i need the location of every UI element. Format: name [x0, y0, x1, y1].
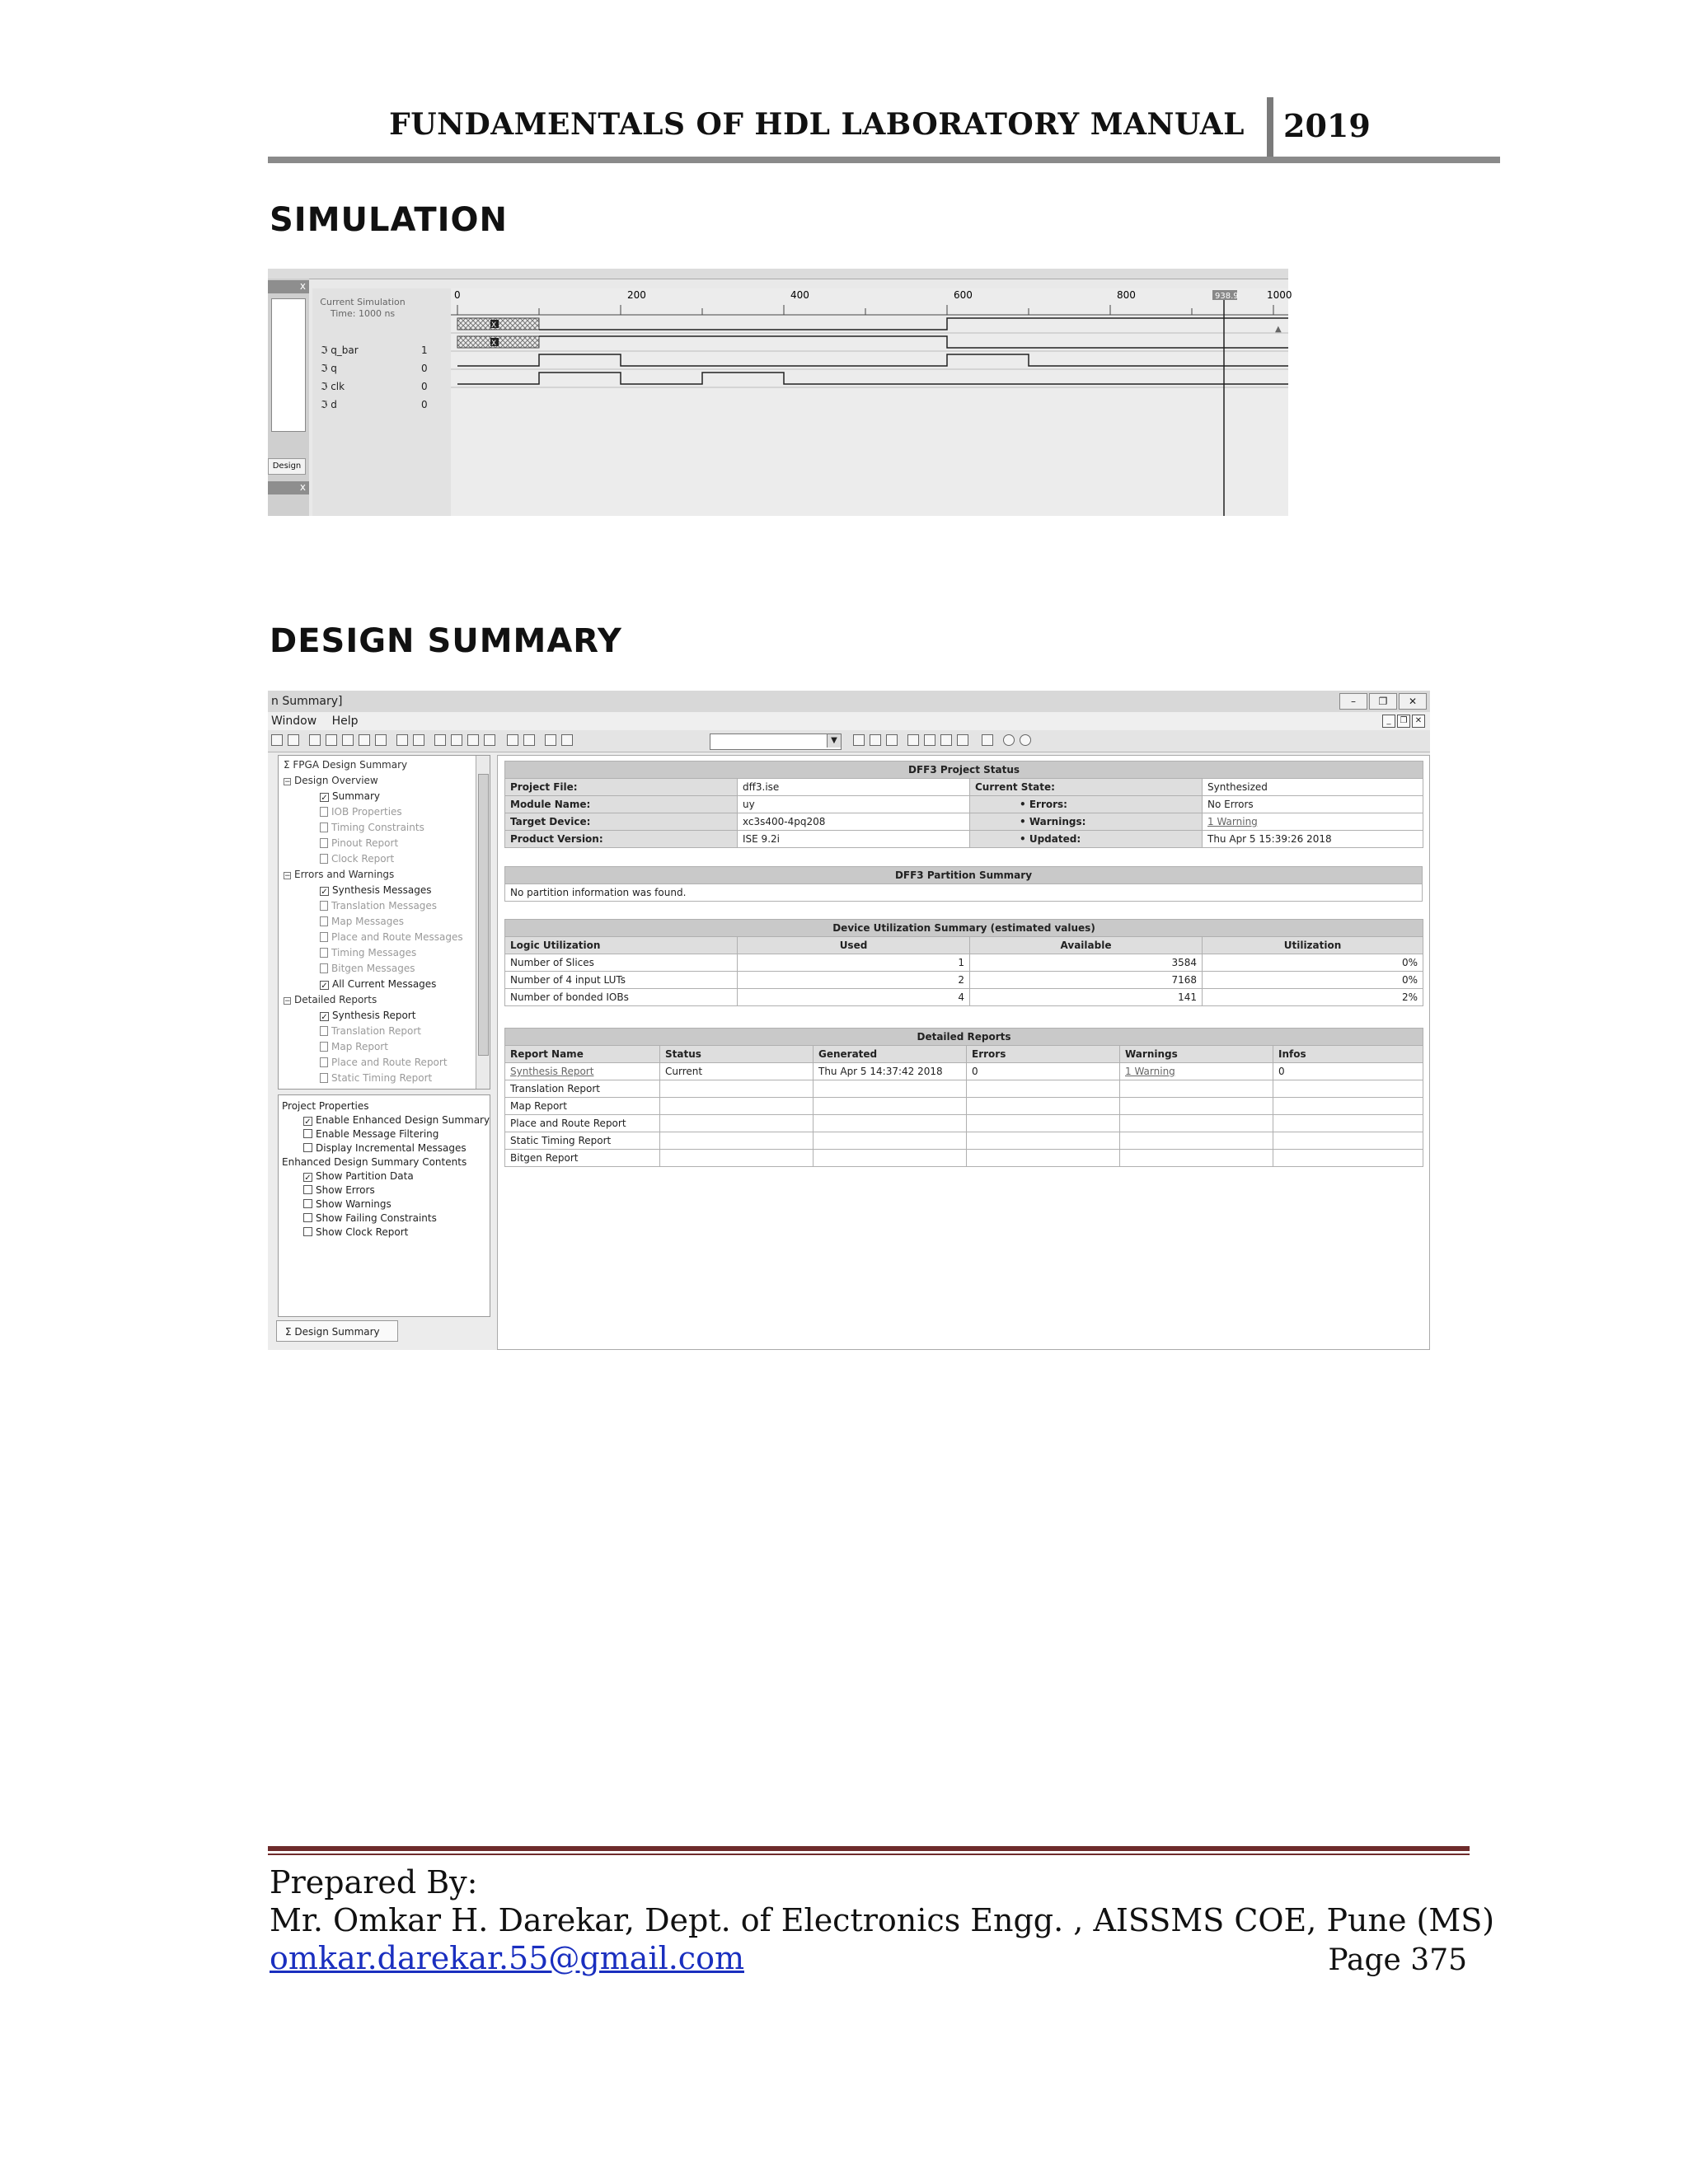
- menu-help[interactable]: Help: [331, 715, 359, 728]
- signal-value: 0: [421, 381, 428, 392]
- zoom-out-icon[interactable]: [326, 734, 337, 746]
- checked-doc-icon: ✓: [321, 794, 328, 803]
- cursor-label: 938.9: [1215, 292, 1239, 301]
- restore-icon[interactable]: ❐: [1369, 693, 1397, 710]
- signal-icon: ℑ: [321, 363, 331, 374]
- table-row: Number of bonded IOBs 4 141 2%: [505, 989, 1423, 1006]
- cell-value: uy: [738, 796, 970, 813]
- page-header: [268, 97, 1500, 162]
- wave-q: [457, 336, 1288, 348]
- detailed-reports-table: [504, 1028, 1423, 1167]
- window-title-bar: [268, 691, 1430, 712]
- synthesis-report-link[interactable]: Synthesis Report: [505, 1063, 660, 1080]
- unknown-marker: X: [491, 340, 497, 348]
- tree-item-iob-properties[interactable]: IOB Properties: [320, 806, 402, 818]
- tree-item-synthesis-report[interactable]: ✓ Synthesis Report: [321, 1010, 416, 1022]
- tick-label: 1000: [1267, 289, 1292, 301]
- tick-label: 600: [954, 289, 973, 301]
- tick-label: 400: [790, 289, 809, 301]
- table-row: Bitgen Report: [505, 1150, 1423, 1167]
- checkbox: [303, 1199, 312, 1208]
- checkbox: [303, 1185, 312, 1194]
- utilization-table: [504, 919, 1423, 1006]
- signal-value: 0: [421, 399, 428, 410]
- tree-item-pinout-report[interactable]: Pinout Report: [320, 837, 398, 849]
- prop-incremental-messages[interactable]: Display Incremental Messages: [303, 1142, 467, 1154]
- doc-icon: [320, 1073, 328, 1083]
- project-status-caption: DFF3 Project Status: [505, 762, 1423, 779]
- doc-icon: [320, 823, 328, 832]
- table-row: Number of 4 input LUTs 2 7168 0%: [505, 972, 1423, 989]
- prop-enable-enhanced[interactable]: ✓ Enable Enhanced Design Summary: [304, 1114, 490, 1127]
- manual-title: FUNDAMENTALS OF HDL LABORATORY MANUAL: [389, 107, 1245, 142]
- window-title: n Summary]: [271, 695, 343, 708]
- toolbar-icon[interactable]: [870, 734, 881, 746]
- toolbar-icon[interactable]: [271, 734, 283, 746]
- scroll-thumb[interactable]: [478, 774, 489, 1056]
- table-row: [505, 813, 1423, 831]
- signal-name-q-bar[interactable]: ℑ q_bar: [321, 344, 359, 356]
- toolbar-icon[interactable]: [886, 734, 898, 746]
- lightbulb-icon[interactable]: [982, 734, 993, 746]
- tree-item-all-current-messages[interactable]: ✓ All Current Messages: [321, 978, 437, 991]
- col-header: Used: [738, 937, 970, 954]
- footer-rule: [268, 1846, 1470, 1851]
- partition-table: [504, 866, 1423, 902]
- cell-label: Product Version:: [505, 831, 738, 848]
- toolbar-icon[interactable]: [396, 734, 408, 746]
- checkbox: [303, 1143, 312, 1152]
- sigma-icon: Σ: [284, 759, 293, 771]
- warning-link[interactable]: 1 Warning: [1120, 1063, 1273, 1080]
- col-header: Report Name: [505, 1046, 660, 1063]
- signal-value-column: [413, 288, 452, 516]
- sim-sources-box: [271, 298, 306, 432]
- zoom-in-icon[interactable]: [309, 734, 321, 746]
- find-icon[interactable]: [545, 734, 556, 746]
- wrench-icon[interactable]: [507, 734, 518, 746]
- tree-root[interactable]: Σ FPGA Design Summary: [284, 759, 408, 771]
- cell-label: Project File:: [505, 779, 738, 796]
- toolbar: [268, 730, 1430, 752]
- design-summary-tab[interactable]: Σ Design Summary: [276, 1320, 398, 1342]
- prop-enable-filtering[interactable]: Enable Message Filtering: [303, 1128, 438, 1140]
- toolbar-icon[interactable]: [434, 734, 446, 746]
- header-rule: [268, 157, 1500, 163]
- tree-item-translation-report[interactable]: Translation Report: [320, 1025, 421, 1037]
- checkbox-checked: ✓: [304, 1174, 312, 1183]
- checked-doc-icon: ✓: [321, 982, 328, 991]
- signal-name-column: [312, 288, 414, 516]
- left-panel: [278, 755, 490, 1317]
- tree-item-synthesis-messages[interactable]: ✓ Synthesis Messages: [321, 884, 432, 897]
- scroll-up-icon[interactable]: ▲: [1275, 325, 1282, 334]
- signal-value: 1: [421, 344, 428, 356]
- table-row: [505, 796, 1423, 813]
- doc-icon: [320, 963, 328, 973]
- minimize-icon[interactable]: –: [1339, 693, 1367, 710]
- sim-design-tab[interactable]: Design: [268, 458, 306, 475]
- table-row: Number of Slices 1 3584 0%: [505, 954, 1423, 972]
- cell-value: Thu Apr 5 15:39:26 2018: [1203, 831, 1423, 848]
- waveform-svg: [451, 288, 1292, 516]
- summary-tree: [278, 755, 490, 1090]
- tick-label: 200: [627, 289, 646, 301]
- toolbar-icon[interactable]: [957, 734, 968, 746]
- cell-value: Synthesized: [1203, 779, 1423, 796]
- toolbar-icon[interactable]: [451, 734, 462, 746]
- signal-name-d[interactable]: ℑ d: [321, 399, 337, 410]
- toolbar-icon[interactable]: [359, 734, 370, 746]
- cell-value: ISE 9.2i: [738, 831, 970, 848]
- email-link[interactable]: omkar.darekar.55@gmail.com: [270, 1940, 744, 1976]
- author-line: Mr. Omkar H. Darekar, Dept. of Electronics Engg. , AISSMS COE, Pune (MS): [270, 1902, 1495, 1938]
- tree-group-detailed-reports[interactable]: − Detailed Reports: [284, 994, 377, 1005]
- checkbox-checked: ✓: [304, 1118, 312, 1127]
- tree-item-par-report[interactable]: Place and Route Report: [320, 1057, 448, 1068]
- wave-d: [457, 373, 1288, 384]
- toolbar-icon[interactable]: [484, 734, 495, 746]
- tree-item-map-messages[interactable]: Map Messages: [320, 916, 404, 927]
- tick-label: 0: [454, 289, 461, 301]
- tree-group-design-overview[interactable]: − Design Overview: [284, 775, 378, 786]
- table-row: Translation Report: [505, 1080, 1423, 1098]
- toolbar-icon[interactable]: [853, 734, 865, 746]
- project-properties-heading: Project Properties: [282, 1100, 369, 1112]
- checked-doc-icon: ✓: [321, 888, 328, 897]
- sim-close-icon[interactable]: x: [268, 280, 309, 293]
- col-header: Generated: [814, 1046, 967, 1063]
- sim-left-pane: [268, 279, 309, 516]
- tree-item-bitgen-messages[interactable]: Bitgen Messages: [320, 963, 415, 974]
- table-row: [505, 831, 1423, 848]
- checkbox: [303, 1213, 312, 1222]
- collapse-icon: −: [284, 778, 291, 786]
- toolbar-icon[interactable]: [467, 734, 479, 746]
- menu-bar: [268, 712, 1430, 730]
- doc-icon: [320, 948, 328, 958]
- current-sim-time: [312, 297, 413, 320]
- close-icon[interactable]: ✕: [1399, 693, 1427, 710]
- tree-item-timing-constraints[interactable]: Timing Constraints: [320, 822, 424, 833]
- properties-panel: [278, 1094, 490, 1317]
- tree-item-timing-messages[interactable]: Timing Messages: [320, 947, 416, 958]
- toolbar-icon[interactable]: [940, 734, 952, 746]
- toolbar-combo[interactable]: [710, 733, 842, 750]
- col-header: Available: [970, 937, 1203, 954]
- prop-show-errors[interactable]: Show Errors: [303, 1184, 375, 1196]
- doc-icon: [320, 1057, 328, 1067]
- tree-item-static-timing-report[interactable]: Static Timing Report: [320, 1072, 432, 1084]
- sigma-icon: Σ: [285, 1326, 295, 1338]
- menu-window[interactable]: Window: [271, 715, 317, 728]
- table-row: [505, 779, 1423, 796]
- sim-close-icon-2[interactable]: x: [268, 481, 309, 494]
- cell-label: • Updated:: [970, 831, 1203, 848]
- wave-clk: [457, 354, 1288, 366]
- wave-q-bar: [457, 318, 1288, 330]
- cell-label: Module Name:: [505, 796, 738, 813]
- cell-value: No Errors: [1203, 796, 1423, 813]
- signal-name-q[interactable]: ℑ q: [321, 363, 337, 374]
- manual-year: 2019: [1283, 107, 1371, 144]
- search-icon[interactable]: [375, 734, 387, 746]
- doc-icon: [320, 916, 328, 926]
- col-header: Logic Utilization: [505, 937, 738, 954]
- signal-icon: ℑ: [321, 344, 331, 356]
- col-header: Infos: [1273, 1046, 1423, 1063]
- forward-icon[interactable]: [1020, 734, 1031, 746]
- toolbar-icon[interactable]: [342, 734, 354, 746]
- toolbar-icon[interactable]: [561, 734, 573, 746]
- signal-name-clk[interactable]: ℑ clk: [321, 381, 345, 392]
- prop-show-failing[interactable]: Show Failing Constraints: [303, 1212, 437, 1224]
- tree-item-translation-messages[interactable]: Translation Messages: [320, 900, 437, 912]
- simulation-heading: SIMULATION: [270, 201, 508, 239]
- tick-marks: [451, 305, 1288, 387]
- checked-doc-icon: ✓: [321, 1013, 328, 1022]
- current-sim-value: Time: 1000 ns: [330, 308, 396, 319]
- tick-label: 800: [1117, 289, 1136, 301]
- summary-content: [497, 755, 1430, 1350]
- table-row: Map Report: [505, 1098, 1423, 1115]
- partition-text: No partition information was found.: [505, 884, 1423, 902]
- signal-icon: ℑ: [321, 399, 331, 410]
- help-icon[interactable]: [523, 734, 535, 746]
- doc-icon: [320, 838, 328, 848]
- table-row: Static Timing Report: [505, 1132, 1423, 1150]
- detailed-caption: Detailed Reports: [505, 1029, 1423, 1046]
- design-summary-screenshot: [268, 691, 1430, 1350]
- design-summary-heading: DESIGN SUMMARY: [270, 622, 622, 660]
- gear-icon[interactable]: [907, 734, 919, 746]
- checkbox: [303, 1227, 312, 1236]
- sim-toolbar: [268, 269, 1288, 279]
- toolbar-icon[interactable]: [288, 734, 299, 746]
- tree-item-summary[interactable]: ✓ Summary: [321, 790, 380, 803]
- page-number: Page 375: [1328, 1943, 1467, 1977]
- cell-label: Target Device:: [505, 813, 738, 831]
- col-header: Errors: [967, 1046, 1120, 1063]
- mdi-restore-icon[interactable]: ❐: [1397, 715, 1410, 728]
- table-row: Synthesis Report Current Thu Apr 5 14:37:42 2018 0 1 Warning 0: [505, 1063, 1423, 1080]
- tree-scrollbar[interactable]: [476, 756, 490, 1089]
- prop-show-clock[interactable]: Show Clock Report: [303, 1226, 408, 1238]
- col-header: Status: [660, 1046, 814, 1063]
- col-header: Warnings: [1120, 1046, 1273, 1063]
- back-icon[interactable]: [1003, 734, 1015, 746]
- cell-value: dff3.ise: [738, 779, 970, 796]
- toolbar-icon[interactable]: [924, 734, 935, 746]
- checkbox: [303, 1129, 312, 1138]
- doc-icon: [320, 1042, 328, 1052]
- current-sim-label: Current Simulation: [320, 297, 406, 307]
- cell-label: • Errors:: [970, 796, 1203, 813]
- header-divider: [1267, 97, 1273, 162]
- prop-show-warnings[interactable]: Show Warnings: [303, 1198, 392, 1210]
- cell-value: xc3s400-4pq208: [738, 813, 970, 831]
- table-row: Place and Route Report: [505, 1115, 1423, 1132]
- footer-rule-thin: [268, 1854, 1470, 1855]
- doc-icon: [320, 1026, 328, 1036]
- toolbar-icon[interactable]: [413, 734, 424, 746]
- warnings-link[interactable]: 1 Warning: [1203, 813, 1423, 831]
- mdi-close-icon[interactable]: ✕: [1412, 715, 1425, 728]
- doc-icon: [320, 854, 328, 864]
- tree-item-map-report[interactable]: Map Report: [320, 1041, 388, 1052]
- project-status-table: [504, 761, 1423, 848]
- collapse-icon: −: [284, 997, 291, 1005]
- collapse-icon: −: [284, 872, 291, 880]
- contents-heading: Enhanced Design Summary Contents: [282, 1156, 467, 1168]
- doc-icon: [320, 901, 328, 911]
- cell-label: Current State:: [970, 779, 1203, 796]
- unknown-marker: X: [491, 321, 497, 330]
- tree-item-par-messages[interactable]: Place and Route Messages: [320, 931, 463, 943]
- signal-value: 0: [421, 363, 428, 374]
- mdi-minimize-icon[interactable]: _: [1382, 715, 1395, 728]
- doc-icon: [320, 932, 328, 942]
- waveform-pane[interactable]: [451, 288, 1292, 516]
- mdi-controls: [1382, 715, 1425, 728]
- col-header: Utilization: [1203, 937, 1423, 954]
- tree-group-errors-warnings[interactable]: − Errors and Warnings: [284, 869, 395, 880]
- window-controls: [1339, 693, 1427, 710]
- utilization-caption: Device Utilization Summary (estimated values): [505, 920, 1423, 937]
- cell-label: • Warnings:: [970, 813, 1203, 831]
- doc-icon: [320, 807, 328, 817]
- prop-show-partition[interactable]: ✓ Show Partition Data: [304, 1170, 414, 1183]
- signal-icon: ℑ: [321, 381, 331, 392]
- simulation-screenshot: [268, 269, 1292, 516]
- partition-caption: DFF3 Partition Summary: [505, 867, 1423, 884]
- prepared-by: Prepared By:: [270, 1864, 478, 1900]
- tree-item-clock-report[interactable]: Clock Report: [320, 853, 394, 865]
